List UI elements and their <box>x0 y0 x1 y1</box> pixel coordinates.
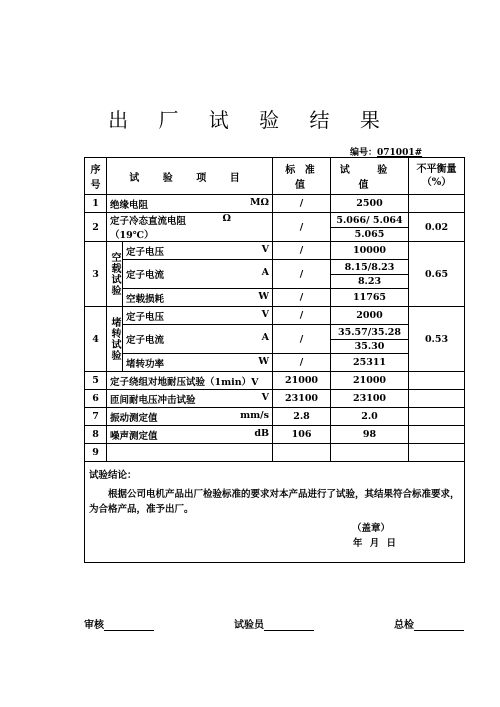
conclusion-cell <box>85 462 465 563</box>
row-item <box>123 289 273 307</box>
value-average: 35.30 <box>354 340 385 352</box>
row-value: 98 <box>331 426 409 444</box>
header-seq: 序号 <box>85 158 107 195</box>
row-standard: 106 <box>273 426 331 444</box>
row-standard: / <box>273 213 331 242</box>
row-value: 10000 <box>331 242 409 260</box>
signature-review-label: 审核 <box>84 620 104 631</box>
value-measured: 35.57/35.28 <box>331 326 408 340</box>
row-standard: / <box>273 260 331 289</box>
item-unit: V <box>261 243 270 255</box>
document-number-label: 编号： <box>350 148 378 158</box>
item-unit: Ω <box>222 213 232 224</box>
row-item <box>123 325 273 354</box>
document-number-value: 071001# <box>377 148 423 158</box>
row-value: 2000 <box>331 307 409 325</box>
table-row <box>85 213 465 242</box>
item-unit: V <box>261 391 270 403</box>
row-standard: / <box>273 242 331 260</box>
signature-review <box>84 616 154 631</box>
header-standard: 标 准 值 <box>273 158 331 195</box>
row-value <box>331 444 409 462</box>
table-row <box>85 390 465 408</box>
item-name: 定子电流 <box>126 270 165 281</box>
row-no: 3 <box>85 242 107 307</box>
value-average: 5.065 <box>354 228 385 240</box>
table-row <box>85 372 465 390</box>
value-measured: 8.15/8.23 <box>331 261 408 275</box>
table-header-row <box>85 158 465 195</box>
row-unbalance <box>409 408 465 426</box>
row-unbalance <box>409 426 465 444</box>
header-value: 试 验 值 <box>331 158 409 195</box>
row-no: 9 <box>85 444 107 462</box>
conclusion-stamp: （盖章） <box>352 523 391 534</box>
signature-inspector-label: 总检 <box>394 620 414 631</box>
item-name: 空载损耗 <box>126 293 165 305</box>
row-value: 2500 <box>331 195 409 213</box>
row-unbalance: 0.02 <box>409 213 465 242</box>
row-standard: / <box>273 325 331 354</box>
row-standard: 23100 <box>273 390 331 408</box>
item-name: 堵转功率 <box>126 358 165 370</box>
table-row <box>85 195 465 213</box>
item-name: 定子电压 <box>126 311 165 323</box>
table-row <box>85 289 465 307</box>
item-unit: A <box>261 332 270 343</box>
item-name: 绝缘电阻 <box>110 199 149 211</box>
row-item <box>123 260 273 289</box>
document-title: 出 厂 试 验 结 果 <box>108 108 392 132</box>
row-standard: / <box>273 195 331 213</box>
group-label: 堵转试验 <box>107 307 123 372</box>
table-row <box>85 426 465 444</box>
item-name: 定子电流 <box>126 335 165 346</box>
row-value: 11765 <box>331 289 409 307</box>
row-item <box>123 307 273 325</box>
row-item <box>107 195 273 213</box>
test-results-table <box>84 157 465 563</box>
item-unit: mm/s <box>240 409 270 421</box>
item-unit: A <box>261 267 270 278</box>
item-unit: W <box>258 290 270 302</box>
item-name: 噪声测定值 <box>110 430 158 442</box>
row-unbalance <box>409 195 465 213</box>
conclusion-heading: 试验结论： <box>89 470 137 481</box>
row-unbalance: 0.53 <box>409 307 465 372</box>
row-value: 21000 <box>331 372 409 390</box>
item-unit: V <box>261 308 270 320</box>
row-value <box>331 213 409 242</box>
row-unbalance <box>409 372 465 390</box>
signature-tester-label: 试验员 <box>234 620 264 631</box>
row-unbalance: 0.65 <box>409 242 465 307</box>
table-row <box>85 325 465 354</box>
item-name: 振动测定值 <box>110 412 158 424</box>
signature-tester-line <box>264 620 314 631</box>
row-standard: / <box>273 307 331 325</box>
signature-review-line <box>104 620 154 631</box>
row-item <box>107 213 273 242</box>
row-no: 4 <box>85 307 107 372</box>
signature-inspector-line <box>414 620 464 631</box>
row-value: 23100 <box>331 390 409 408</box>
row-standard: 2.8 <box>273 408 331 426</box>
row-no: 7 <box>85 408 107 426</box>
table-row <box>85 444 465 462</box>
row-no: 1 <box>85 195 107 213</box>
row-value: 2.0 <box>331 408 409 426</box>
table-row <box>85 307 465 325</box>
conclusion-date: 年 月 日 <box>352 538 399 549</box>
row-no: 8 <box>85 426 107 444</box>
table-row <box>85 260 465 289</box>
item-unit: W <box>258 355 270 367</box>
row-standard: / <box>273 289 331 307</box>
row-no: 2 <box>85 213 107 242</box>
row-unbalance <box>409 444 465 462</box>
row-item <box>107 426 273 444</box>
conclusion-row <box>85 462 465 563</box>
item-name: 定子电压 <box>126 246 165 258</box>
item-unit: dB <box>254 427 270 439</box>
row-standard: 21000 <box>273 372 331 390</box>
value-average: 8.23 <box>357 275 382 287</box>
row-unbalance <box>409 390 465 408</box>
table-row <box>85 408 465 426</box>
row-item <box>107 408 273 426</box>
item-name: 定子冷态直流电阻（19℃） <box>110 216 187 241</box>
row-item <box>123 242 273 260</box>
row-no: 5 <box>85 372 107 390</box>
row-value <box>331 260 409 289</box>
row-no: 6 <box>85 390 107 408</box>
row-value <box>331 325 409 354</box>
signature-tester <box>234 616 314 631</box>
row-item <box>107 390 273 408</box>
header-unbalance: 不平衡量（%） <box>409 158 465 195</box>
row-standard: / <box>273 354 331 372</box>
group-label: 空载试验 <box>107 242 123 307</box>
item-unit: MΩ <box>250 196 270 208</box>
value-measured: 5.066/ 5.064 <box>331 214 408 228</box>
conclusion-body: 根据公司电机产品出厂检验标准的要求对本产品进行了试验，其结果符合标准要求，为合格产品，准予出厂。 <box>89 489 460 515</box>
row-item <box>107 444 273 462</box>
table-row <box>85 354 465 372</box>
row-value: 25311 <box>331 354 409 372</box>
row-item <box>123 354 273 372</box>
item-name: 匝间耐电压冲击试验 <box>110 394 196 406</box>
table-row <box>85 242 465 260</box>
signature-inspector <box>394 616 464 631</box>
row-item: 定子绕组对地耐压试验（1min）V <box>107 372 273 390</box>
header-item: 试 验 项 目 <box>107 158 273 195</box>
row-standard <box>273 444 331 462</box>
signature-area <box>84 616 464 631</box>
